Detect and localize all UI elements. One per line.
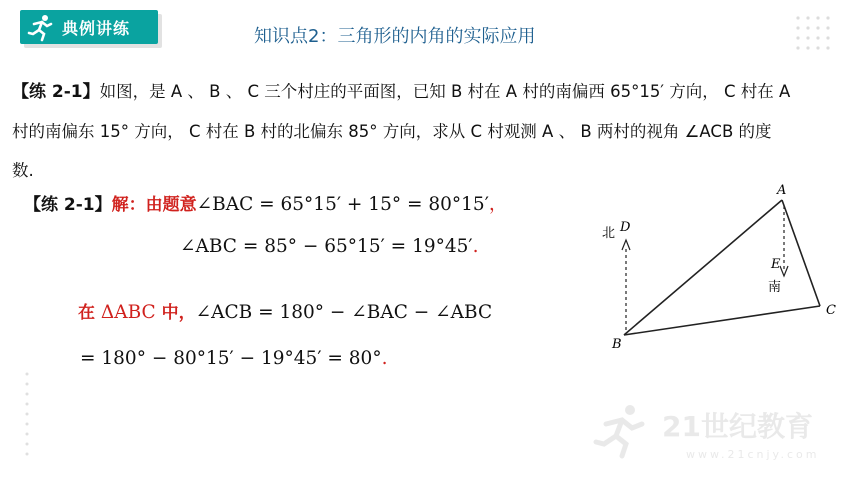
equation-result: = 180° − 80°15′ − 19°45′ = 80° bbox=[80, 348, 382, 369]
problem-tag: 【练 2-1】 bbox=[12, 82, 100, 102]
point-b-label: B bbox=[612, 337, 622, 352]
triangle-diagram bbox=[590, 180, 850, 355]
problem-line-1 bbox=[12, 72, 848, 112]
problem-line-2: 村的南偏东 15° 方向， C 村在 B 村的北偏东 85° 方向，求从 C 村观测 A 、 B 两村的视角 ∠ACB 的度 bbox=[12, 122, 772, 141]
equation-abc: ∠ABC = 85° − 65°15′ = 19°45′ bbox=[180, 236, 473, 257]
problem-statement bbox=[12, 72, 848, 190]
equation-acb: ∠ACB = 180° − ∠BAC − ∠ABC bbox=[195, 302, 493, 323]
solution-line-1 bbox=[24, 190, 507, 216]
badge-label: 典例讲练 bbox=[62, 18, 131, 38]
equation-punct: ， bbox=[488, 194, 508, 215]
solution-line-2 bbox=[180, 236, 479, 257]
problem-line-3: 数. bbox=[12, 161, 34, 180]
point-a-label: A bbox=[777, 183, 787, 198]
point-e-label: E bbox=[771, 257, 781, 272]
solution-line-4 bbox=[80, 348, 387, 369]
equation-bac: ∠BAC = 65°15′ + 15° = 80°15′ bbox=[196, 194, 489, 215]
section-badge bbox=[20, 10, 158, 44]
in-text: 在 bbox=[78, 303, 95, 323]
watermark-url: www.21cnjy.com bbox=[686, 448, 820, 461]
watermark-brand: 21世纪教育 bbox=[662, 410, 813, 443]
north-label: 北 bbox=[602, 226, 616, 241]
brand-watermark bbox=[592, 398, 842, 468]
problem-text-1: 如图，是 A 、 B 、 C 三个村庄的平面图，已知 B 村在 A 村的南偏西 65°15′ 方向， C 村在 A bbox=[99, 82, 791, 101]
solution-tag: 【练 2-1】 bbox=[24, 195, 112, 215]
south-label: 南 bbox=[768, 280, 782, 295]
equation-punct: . bbox=[472, 236, 479, 257]
point-d-label: D bbox=[620, 220, 631, 235]
middle-text: 中， bbox=[161, 303, 196, 323]
runner-icon bbox=[26, 12, 56, 42]
dot-grid-decoration bbox=[794, 14, 834, 58]
side-ac bbox=[782, 200, 820, 306]
triangle-name: ΔABC bbox=[100, 302, 156, 323]
equation-punct: . bbox=[381, 348, 388, 369]
solution-line-3 bbox=[78, 298, 492, 323]
watermark-runner-icon bbox=[596, 405, 642, 456]
dot-line-decoration bbox=[22, 370, 32, 460]
page-title: 知识点2：三角形的内角的实际应用 bbox=[254, 26, 536, 47]
point-c-label: C bbox=[826, 303, 836, 318]
solution-intro: 解：由题意 bbox=[111, 195, 197, 215]
north-arrow-icon bbox=[622, 240, 630, 250]
